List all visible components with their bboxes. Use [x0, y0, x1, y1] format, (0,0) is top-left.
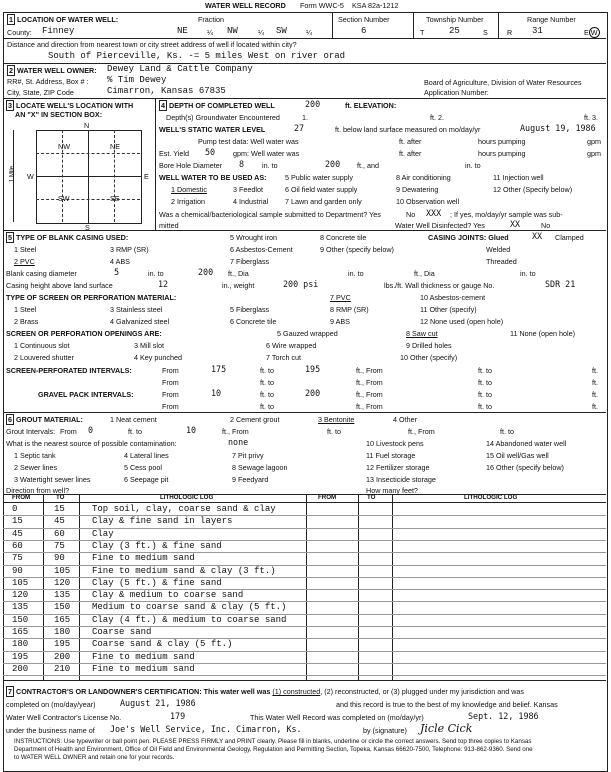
- log-from: 165: [12, 627, 29, 637]
- owner-value: Dewey Land & Cattle Company: [107, 64, 253, 74]
- log-to: 15: [54, 504, 65, 514]
- bore-value: 8: [239, 159, 245, 169]
- license-number: 179: [170, 711, 186, 721]
- log-desc: Fine to medium sand: [92, 663, 195, 674]
- distance-label: Distance and direction from nearest town or city street address of well if located within city?: [7, 40, 297, 49]
- county-value: Finney: [42, 26, 75, 36]
- log-from: 0: [12, 504, 18, 514]
- perf-to: 195: [305, 364, 321, 374]
- range-label: Range Number: [527, 15, 576, 24]
- log-to: 45: [54, 516, 65, 527]
- log-desc: Clay & medium to coarse sand: [92, 590, 244, 601]
- log-from: 200: [12, 663, 29, 674]
- section-box: [36, 130, 142, 224]
- disinfect-value: XX: [510, 219, 521, 229]
- log-to: 200: [54, 651, 71, 662]
- log-desc: Medium to coarse sand & clay (5 ft.): [92, 602, 287, 613]
- grout-to: 10: [186, 425, 197, 435]
- log-desc: Clay (3 ft.) & fine sand: [92, 540, 222, 551]
- s1-title: 1 LOCATION OF WATER WELL:: [9, 15, 119, 24]
- log-to: 90: [54, 553, 65, 564]
- static-label: WELL'S STATIC WATER LEVEL: [159, 125, 266, 134]
- log-desc: Coarse sand & clay (5 ft.): [92, 639, 233, 650]
- city-value: Cimarron, Kansas 67835: [107, 86, 226, 96]
- gravel-to: 200: [305, 388, 321, 398]
- log-from: 135: [12, 602, 29, 613]
- log-to: 75: [54, 540, 65, 551]
- static-value: 27: [294, 123, 305, 133]
- q2: NW: [227, 26, 238, 36]
- log-to: 165: [54, 614, 71, 625]
- section-value: 6: [361, 26, 367, 36]
- city-label: City, State, ZIP Code: [7, 88, 74, 97]
- township-value: 25: [449, 26, 460, 36]
- log-to: 195: [54, 639, 71, 650]
- q3: SW: [276, 26, 287, 36]
- casing-diameter: 5: [114, 267, 120, 277]
- log-from: 150: [12, 614, 29, 625]
- log-desc: Fine to medium sand & clay (3 ft.): [92, 565, 276, 576]
- county-label: County:: [7, 28, 32, 37]
- log-from: 75: [12, 553, 23, 564]
- depth-value: 200: [305, 99, 321, 109]
- log-to: 105: [54, 565, 71, 576]
- log-desc: Clay & fine sand in layers: [92, 516, 233, 527]
- log-desc: Clay: [92, 528, 114, 539]
- section-label: Section Number: [338, 15, 390, 24]
- log-from: 60: [12, 540, 23, 551]
- log-desc: Top soil, clay, coarse sand & clay: [92, 504, 276, 514]
- ksa-ref: KSA 82a-1212: [352, 1, 399, 10]
- log-to: 180: [54, 627, 71, 637]
- log-desc: Fine to medium sand: [92, 651, 195, 662]
- log-to: 150: [54, 602, 71, 613]
- log-desc: Clay (4 ft.) & medium to coarse sand: [92, 614, 287, 625]
- log-to: 135: [54, 590, 71, 601]
- rr-label: RR#, St. Address, Box # :: [7, 77, 89, 86]
- ew-value: E W: [584, 28, 598, 37]
- nearest-value: none: [228, 437, 249, 447]
- perf-from: 175: [211, 364, 227, 374]
- application-label: Application Number:: [424, 88, 489, 97]
- wall-gauge: SDR 21: [545, 279, 576, 289]
- board-text: Board of Agriculture, Division of Water Resources: [424, 78, 582, 87]
- yield-value: 50: [205, 147, 216, 157]
- distance-value: South of Pierceville, Ks. -= 5 miles West on river orad: [48, 51, 346, 61]
- q1: NE: [177, 26, 188, 36]
- fraction-label: Fraction: [198, 15, 224, 24]
- business-name: Joe's Well Service, Inc. Cimarron, Ks.: [110, 724, 302, 734]
- s5-title: 5 TYPE OF BLANK CASING USED:: [8, 233, 129, 242]
- log-from: 15: [12, 516, 23, 527]
- log-desc: Fine to medium sand: [92, 553, 195, 564]
- s3-title: 3 LOCATE WELL'S LOCATION WITH: [8, 101, 134, 110]
- township-label: Township Number: [426, 15, 484, 24]
- static-date: August 19, 1986: [520, 123, 596, 133]
- completed-date: August 21, 1986: [120, 698, 196, 708]
- log-from: 90: [12, 565, 23, 576]
- signature: Jicle Cick: [420, 722, 473, 735]
- rr-value: % Tim Dewey: [107, 75, 167, 85]
- log-desc: Coarse sand: [92, 627, 152, 637]
- log-desc: Clay (5 ft.) & fine sand: [92, 577, 222, 588]
- s6-title: 6 GROUT MATERIAL:: [8, 415, 83, 424]
- certification-line: 7 CONTRACTOR'S OR LANDOWNER'S CERTIFICATION: This water well was (1) constructed, (2) reconstructed, or (3) plugged under my jurisdiction and was: [8, 687, 525, 696]
- record-date: Sept. 12, 1986: [468, 711, 539, 721]
- casing-height: 12: [158, 279, 169, 289]
- form-number: Form WWC-5: [300, 1, 344, 10]
- log-to: 120: [54, 577, 71, 588]
- log-from: 105: [12, 577, 29, 588]
- log-from: 120: [12, 590, 29, 601]
- gravel-from: 10: [211, 388, 222, 398]
- depth-label: 4 DEPTH OF COMPLETED WELL: [161, 101, 275, 110]
- log-from: 195: [12, 651, 29, 662]
- range-value: 31: [532, 26, 543, 36]
- log-from: 45: [12, 528, 23, 539]
- form-title: WATER WELL RECORD: [205, 1, 286, 10]
- log-from: 180: [12, 639, 29, 650]
- grout-from: 0: [88, 425, 94, 435]
- log-to: 210: [54, 663, 71, 674]
- s2-owner-label: 2 WATER WELL OWNER:: [9, 66, 97, 75]
- log-to: 60: [54, 528, 65, 539]
